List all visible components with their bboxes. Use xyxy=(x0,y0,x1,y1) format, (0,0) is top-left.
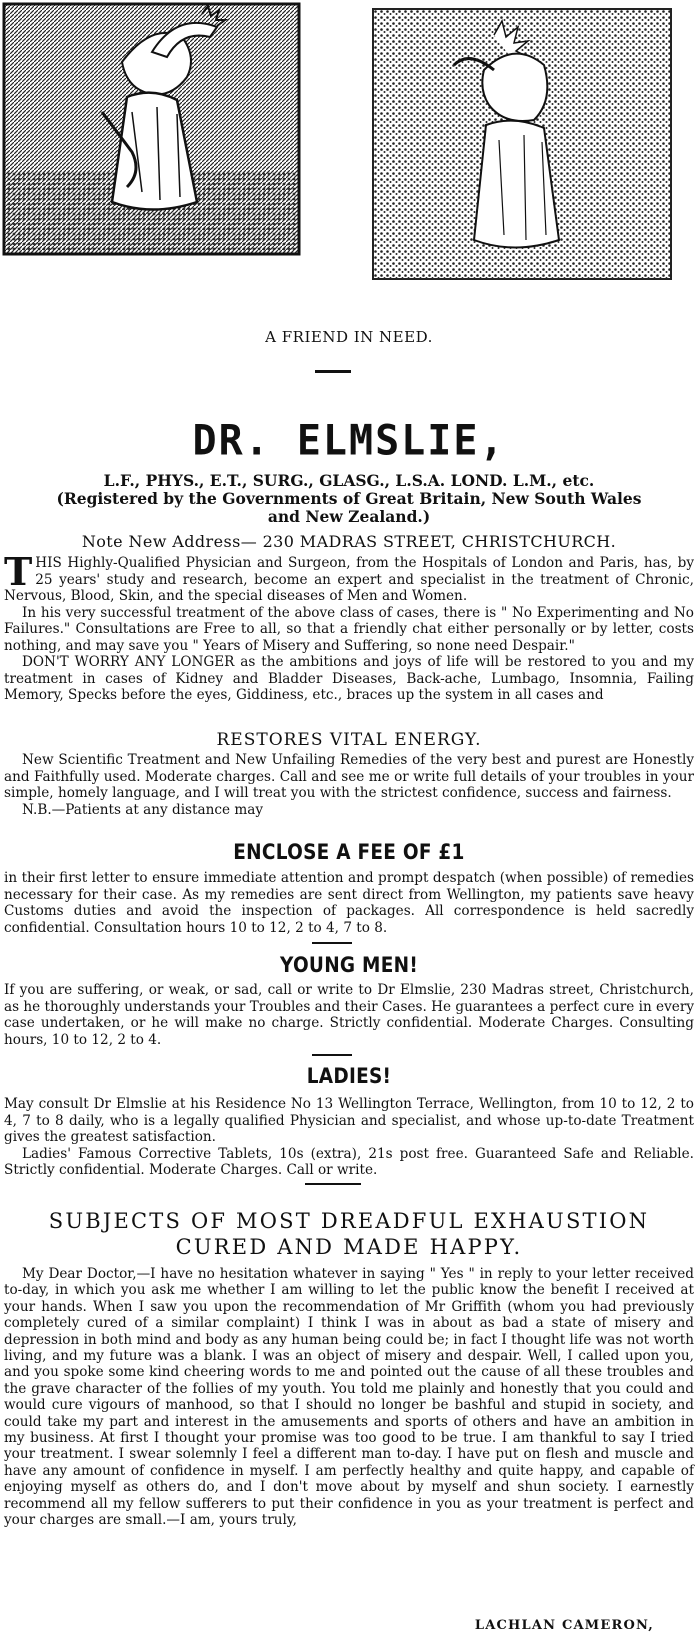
divider-short xyxy=(315,370,351,373)
ladies-heading: LADIES! xyxy=(306,1064,392,1088)
divider-young-men xyxy=(312,942,352,944)
divider-ladies xyxy=(312,1054,352,1056)
intro-section xyxy=(4,549,694,704)
doctor-address: Note New Address— 230 MADRAS STREET, CHRISTCHURCH. xyxy=(81,532,617,551)
registration-line: (Registered by the Governments of Great Britain, New South Wales and New Zealand.) xyxy=(56,489,642,526)
qualifications-line: L.F., PHYS., E.T., SURG., GLASG., L.S.A. LOND. L.M., etc. xyxy=(103,471,595,490)
remedies-section xyxy=(4,752,694,818)
letter-paragraph: My Dear Doctor,—I have no hesitation whatever in saying " Yes " in reply to your letter received to-day, in which you ask me whether I am willing to let the public know the benefit I received at your hands. When I saw you upon the recommendation of Mr Griffith (whom you had previously completely cured of a similar complaint) I think I was in about as bad a state of misery and depression in both mind and body as any human being could be; in fact I thought life was not worth living, and my future was a blank. I was an object of misery and despair. Well, I called upon you, and you spoke some kind cheering words to me and pointed out the cause of all these troubles and the grave character of the follies of my youth. You told me plainly and honestly that you could and would cure vigours of manhood, so that I should no longer be bashful and stupid in society, and could take my part and interest in the amusements and sports of others and have an ambition in my business. At first I thought your promise was too good to be true. I am thankful to say I tried your treatment. I swear solemnly I feel a different man to-day. I have put on flesh and muscle and have any amount of confidence in myself. I am perfectly healthy and quite happy, and capable of enjoying myself as others do, and I don't move about by myself and shun society. I earnestly recommend all my fellow sufferers to put their confidence in you as your treatment is perfect and your charges are small.—I am, yours truly, xyxy=(4,1266,694,1529)
engraving-left xyxy=(2,2,307,260)
fee-paragraph: in their first letter to ensure immediate attention and prompt despatch (when possible) of remedies necessary for their case. As my remedies are sent direct from Wellington, my patients save heavy Customs duties and avoid the inspection of packages. All correspondence is held sacredly confidential. Consultation hours 10 to 12, 2 to 4, 7 to 8. xyxy=(4,870,694,936)
subjects-heading-line-1: SUBJECTS OF MOST DREADFUL EXHAUSTION xyxy=(48,1209,650,1233)
ladies-paragraph-2: Ladies' Famous Corrective Tablets, 10s (extra), 21s post free. Guaranteed Safe and Reliable. Strictly confidential. Moderate Charges. Call or write. xyxy=(4,1145,694,1178)
ladies-paragraph-1: May consult Dr Elmslie at his Residence No 13 Wellington Terrace, Wellington, from 10 to 12, 2 to 4, 7 to 8 daily, who is a legally qualified Physician and specialist, and whose up-to-date Treatment gives the greatest satisfaction. xyxy=(4,1096,694,1145)
divider-subjects xyxy=(305,1183,361,1185)
letter-signature: LACHLAN CAMERON, xyxy=(474,1618,654,1633)
subjects-heading xyxy=(4,1208,694,1260)
testimonial-letter xyxy=(4,1266,694,1529)
intro-paragraph-2: In his very successful treatment of the above class of cases, there is " No Experimenting and No Failures." Consultations are Free to all, so that a friendly chat either personally or by letter, costs nothing, and may save you " Years of Misery and Suffering, so none need Despair." xyxy=(4,604,694,654)
remedies-paragraph: New Scientific Treatment and New Unfailing Remedies of the very best and purest are Honestly and Faithfully used. Moderate charges. Call and see me or write full details of your troubles in your simple, homely language, and I will treat you with the strictest confidence, success and fairness. xyxy=(4,752,694,801)
engraving-right xyxy=(372,8,672,280)
fee-heading: ENCLOSE A FEE OF £1 xyxy=(233,840,465,864)
nb-line: N.B.—Patients at any distance may xyxy=(22,801,264,818)
doctor-qualifications xyxy=(4,472,694,526)
subjects-heading-line-2: CURED AND MADE HAPPY. xyxy=(175,1235,523,1259)
woman-radiant-illustration-icon xyxy=(374,10,670,278)
intro-paragraph-3: DON'T WORRY ANY LONGER as the ambitions and joys of life will be restored to you and my treatment in cases of Kidney and Bladder Diseases, Back-ache, Lumbago, Insomnia, Failing Memory, Specks before the eyes, Giddiness, etc., braces up the system in all cases and xyxy=(4,654,694,703)
intro-paragraph-1: HIS Highly-Qualified Physician and Surgeon, from the Hospitals of London and Paris, has, by 25 years' study and research, become an expert and specialist in the treatment of Chronic, Nervous, Blood, Skin, and the special diseases of Men and Women. xyxy=(4,555,694,604)
dropcap-letter: T xyxy=(4,549,33,594)
kicker-heading: A FRIEND IN NEED. xyxy=(265,328,433,346)
doctor-name: DR. ELMSLIE, xyxy=(192,416,506,466)
young-men-paragraph: If you are suffering, or weak, or sad, call or write to Dr Elmslie, 230 Madras street, Christchurch, as he thoroughly understands your Troubles and their Cases. He guarantees a perfect cure in every case undertaken, or he will make no charge. Strictly confidential. Moderate Charges. Consulting hours, 10 to 12, 2 to 4. xyxy=(4,982,694,1048)
ladies-section xyxy=(4,1096,694,1179)
vital-energy-heading: RESTORES VITAL ENERGY. xyxy=(216,730,482,750)
woman-garden-illustration-icon xyxy=(2,2,307,260)
young-men-heading: YOUNG MEN! xyxy=(279,953,419,977)
